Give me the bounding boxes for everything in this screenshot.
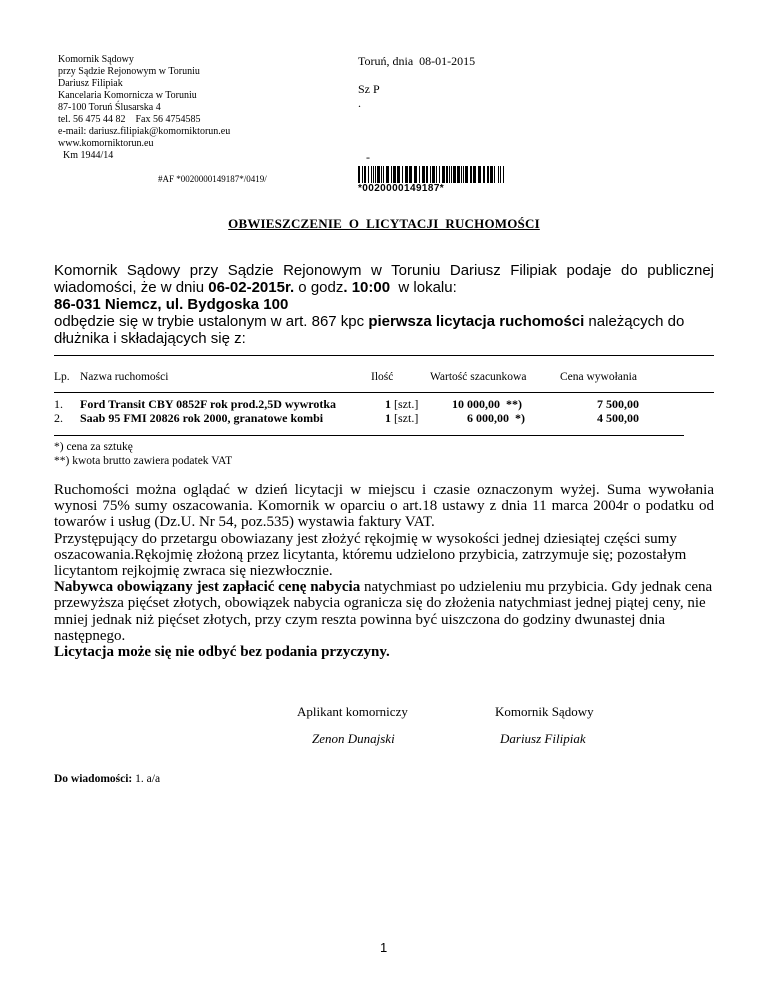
footnotes (54, 440, 232, 468)
paragraph (54, 644, 714, 660)
barcode-bar (470, 166, 472, 183)
intro-dot: . (343, 279, 348, 296)
row-value: 10 000,00 **) (452, 397, 522, 411)
paragraph: Przystępujący do przetargu obowiazany jest złożyć rękojmię w wysokości jednej dziesiątej części sumy oszacowania.Rękojmię złożoną przez licytanta, któremu udzielono przybicia, zatrzymuje się; pozostałym licytantom rejkojmię zwraca się niezwłocznie. (54, 530, 687, 580)
place-date: Toruń, dnia 08-01-2015 (358, 54, 476, 68)
paragraph-text: natychmiast po udzieleniu mu przybicia. Gdy jednak cena przewyższa pięćset złotych, obowiązek nabycia ogranicza się do złożenia natychmiast jednej piątej ceny, nie mniej jednak niż pięćset złotych, przy czym reszta powinna być uiszczona do godziny dwunastej dnia następnego. (54, 579, 713, 644)
barcode-bar (451, 166, 452, 183)
barcode-bar (405, 166, 408, 183)
barcode-bar (391, 166, 392, 183)
intro-text: Komornik Sądowy przy Sądzie Rejonowym w Toruniu Dariusz Filipiak podaje do publicznej wiadomości, że w dniu (54, 262, 714, 296)
cc-label: Do wiadomości: (54, 773, 133, 785)
barcode-bar (397, 166, 400, 183)
table-header-price: Cena wywołania (560, 371, 637, 383)
sender-line: Komornik Sądowy (58, 54, 134, 65)
barcode-bar (377, 166, 380, 183)
row-name: Ford Transit CBY 0852F rok prod.2,5D wywrotka (80, 397, 337, 411)
barcode-bar (402, 166, 403, 183)
barcode-bar (436, 166, 437, 183)
main-body (54, 482, 714, 660)
location-line (54, 296, 288, 313)
row-qty-unit: [szt.] (391, 411, 419, 425)
cc-value: 1. a/a (132, 773, 161, 785)
barcode-bar (442, 166, 445, 183)
signature-left-name-text: Zenon Dunajski (312, 731, 395, 746)
table-row (0, 411, 768, 425)
barcode-bar (494, 166, 495, 183)
sender-block (58, 54, 230, 162)
cc-line (54, 772, 160, 786)
barcode-bar (439, 166, 440, 183)
table-header-lp: Lp. (54, 371, 70, 383)
case-number: Km 1944/14 (58, 150, 114, 161)
barcode-bar (409, 166, 410, 183)
barcode-bar (457, 166, 460, 183)
barcode-bar (487, 166, 489, 183)
paragraph-bold: Licytacja może się nie odbyć bez podania przyczyny. (54, 644, 390, 661)
footnote: **) kwota brutto zawiera podatek VAT (54, 455, 233, 467)
auction-type: pierwsza licytacja ruchomości (368, 313, 585, 330)
sender-line: www.komorniktorun.eu (58, 138, 154, 149)
barcode-bar (430, 166, 431, 183)
barcode-bar (419, 166, 420, 183)
paragraph: Ruchomości można oglądać w dzień licytacji w miejscu i czasie oznaczonym wyżej. Suma wywołania wynosi 75% sumy oszacowania. Komornik w oparciu o art.18 ustawy z dnia 11 marca 2004r o podatku od towarów i usług (Dz.U. Nr 54, poz.535) wystawia faktury VAT. (54, 482, 714, 531)
recipient-dot: . (358, 96, 361, 110)
footnote: *) cena za sztukę (54, 441, 133, 453)
barcode-bar (364, 166, 366, 183)
barcode-bar (362, 166, 363, 183)
table-header-name: Nazwa ruchomości (80, 371, 169, 383)
barcode-bar (432, 166, 435, 183)
barcode-bar (371, 166, 372, 183)
barcode-text: *0020000149187* (358, 183, 445, 194)
page-title: OBWIESZCZENIE O LICYTACJI RUCHOMOŚCI (228, 216, 540, 231)
barcode-bar (500, 166, 501, 183)
recipient-salutation: Sz P (358, 82, 380, 96)
row-value: 6 000,00 *) (467, 411, 525, 425)
barcode-bar (393, 166, 396, 183)
signature-right-role: Komornik Sądowy (495, 704, 594, 719)
barcode-bar (463, 166, 464, 183)
row-qty (385, 397, 418, 412)
barcode-bar (453, 166, 456, 183)
barcode-bar (358, 166, 360, 183)
row-price: 4 500,00 (597, 411, 639, 425)
barcode (358, 166, 504, 196)
sender-line: e-mail: dariusz.filipiak@komorniktorun.eu (58, 126, 231, 137)
paragraph (54, 579, 714, 644)
intro-text: odbędzie się w trybie ustalonym w art. 867 kpc (54, 313, 369, 330)
row-qty-unit: [szt.] (391, 397, 419, 411)
signature-right-name-text: Dariusz Filipiak (500, 731, 586, 746)
barcode-bar (381, 166, 382, 183)
recipient-dash: - (366, 150, 370, 164)
barcode-bar (446, 166, 448, 183)
paragraph-bold: Nabywca obowiązany jest zapłacić cenę nabycia (54, 579, 361, 596)
intro-text: o godz (294, 279, 344, 296)
table-row (0, 397, 768, 411)
divider (54, 392, 714, 393)
table-header-value: Wartość szacunkowa (430, 371, 527, 383)
barcode-bar (483, 166, 485, 183)
sender-line: 87-100 Toruń Ślusarska 4 (58, 102, 161, 113)
barcode-bar (498, 166, 499, 183)
barcode-bar (461, 166, 462, 183)
barcode-bar (473, 166, 476, 183)
signature-left-name (312, 731, 395, 747)
auction-date: 06-02-2015r. (208, 279, 295, 296)
barcode-bar (465, 166, 468, 183)
sender-line: Dariusz Filipiak (58, 78, 123, 89)
row-qty-value: 1 (385, 411, 391, 425)
barcode-bar (449, 166, 450, 183)
divider (54, 435, 684, 436)
signature-right-name (500, 731, 586, 747)
row-name: Saab 95 FMI 20826 rok 2000, granatowe kombi (80, 411, 324, 425)
barcode-bar (373, 166, 374, 183)
barcode-bar (422, 166, 425, 183)
sender-line: tel. 56 475 44 82 Fax 56 4754585 (58, 114, 201, 125)
divider (54, 355, 714, 356)
intro-paragraph-2 (54, 313, 718, 347)
barcode-bar (478, 166, 481, 183)
row-qty (385, 411, 418, 426)
af-reference: #AF *0020000149187*/0419/ (158, 174, 267, 184)
barcode-bar (426, 166, 428, 183)
barcode-bar (410, 166, 412, 183)
barcode-bar (414, 166, 417, 183)
intro-text: w lokalu: (390, 279, 457, 296)
barcode-bar (383, 166, 384, 183)
table-header-qty: Ilość (371, 371, 394, 383)
auction-time: 10:00 (347, 279, 391, 296)
sender-line: Kancelaria Komornicza w Toruniu (58, 90, 197, 101)
signature-left-role: Aplikant komorniczy (297, 704, 408, 719)
page-number: 1 (380, 940, 388, 955)
barcode-bar (386, 166, 389, 183)
barcode-bar (503, 166, 504, 183)
location-street: , ul. Bydgoska 100 (157, 296, 289, 313)
location-city: 86-031 Niemcz (54, 296, 158, 313)
intro-paragraph (54, 262, 714, 296)
row-qty-value: 1 (385, 397, 391, 411)
intro-text: należących do dłużnika i składających się z: (54, 313, 685, 347)
sender-line: przy Sądzie Rejonowym w Toruniu (58, 66, 200, 77)
barcode-bar (490, 166, 493, 183)
barcode-bar (375, 166, 376, 183)
row-lp: 1. (54, 397, 63, 411)
row-price: 7 500,00 (597, 397, 639, 411)
barcode-bar (368, 166, 369, 183)
row-lp: 2. (54, 411, 63, 425)
